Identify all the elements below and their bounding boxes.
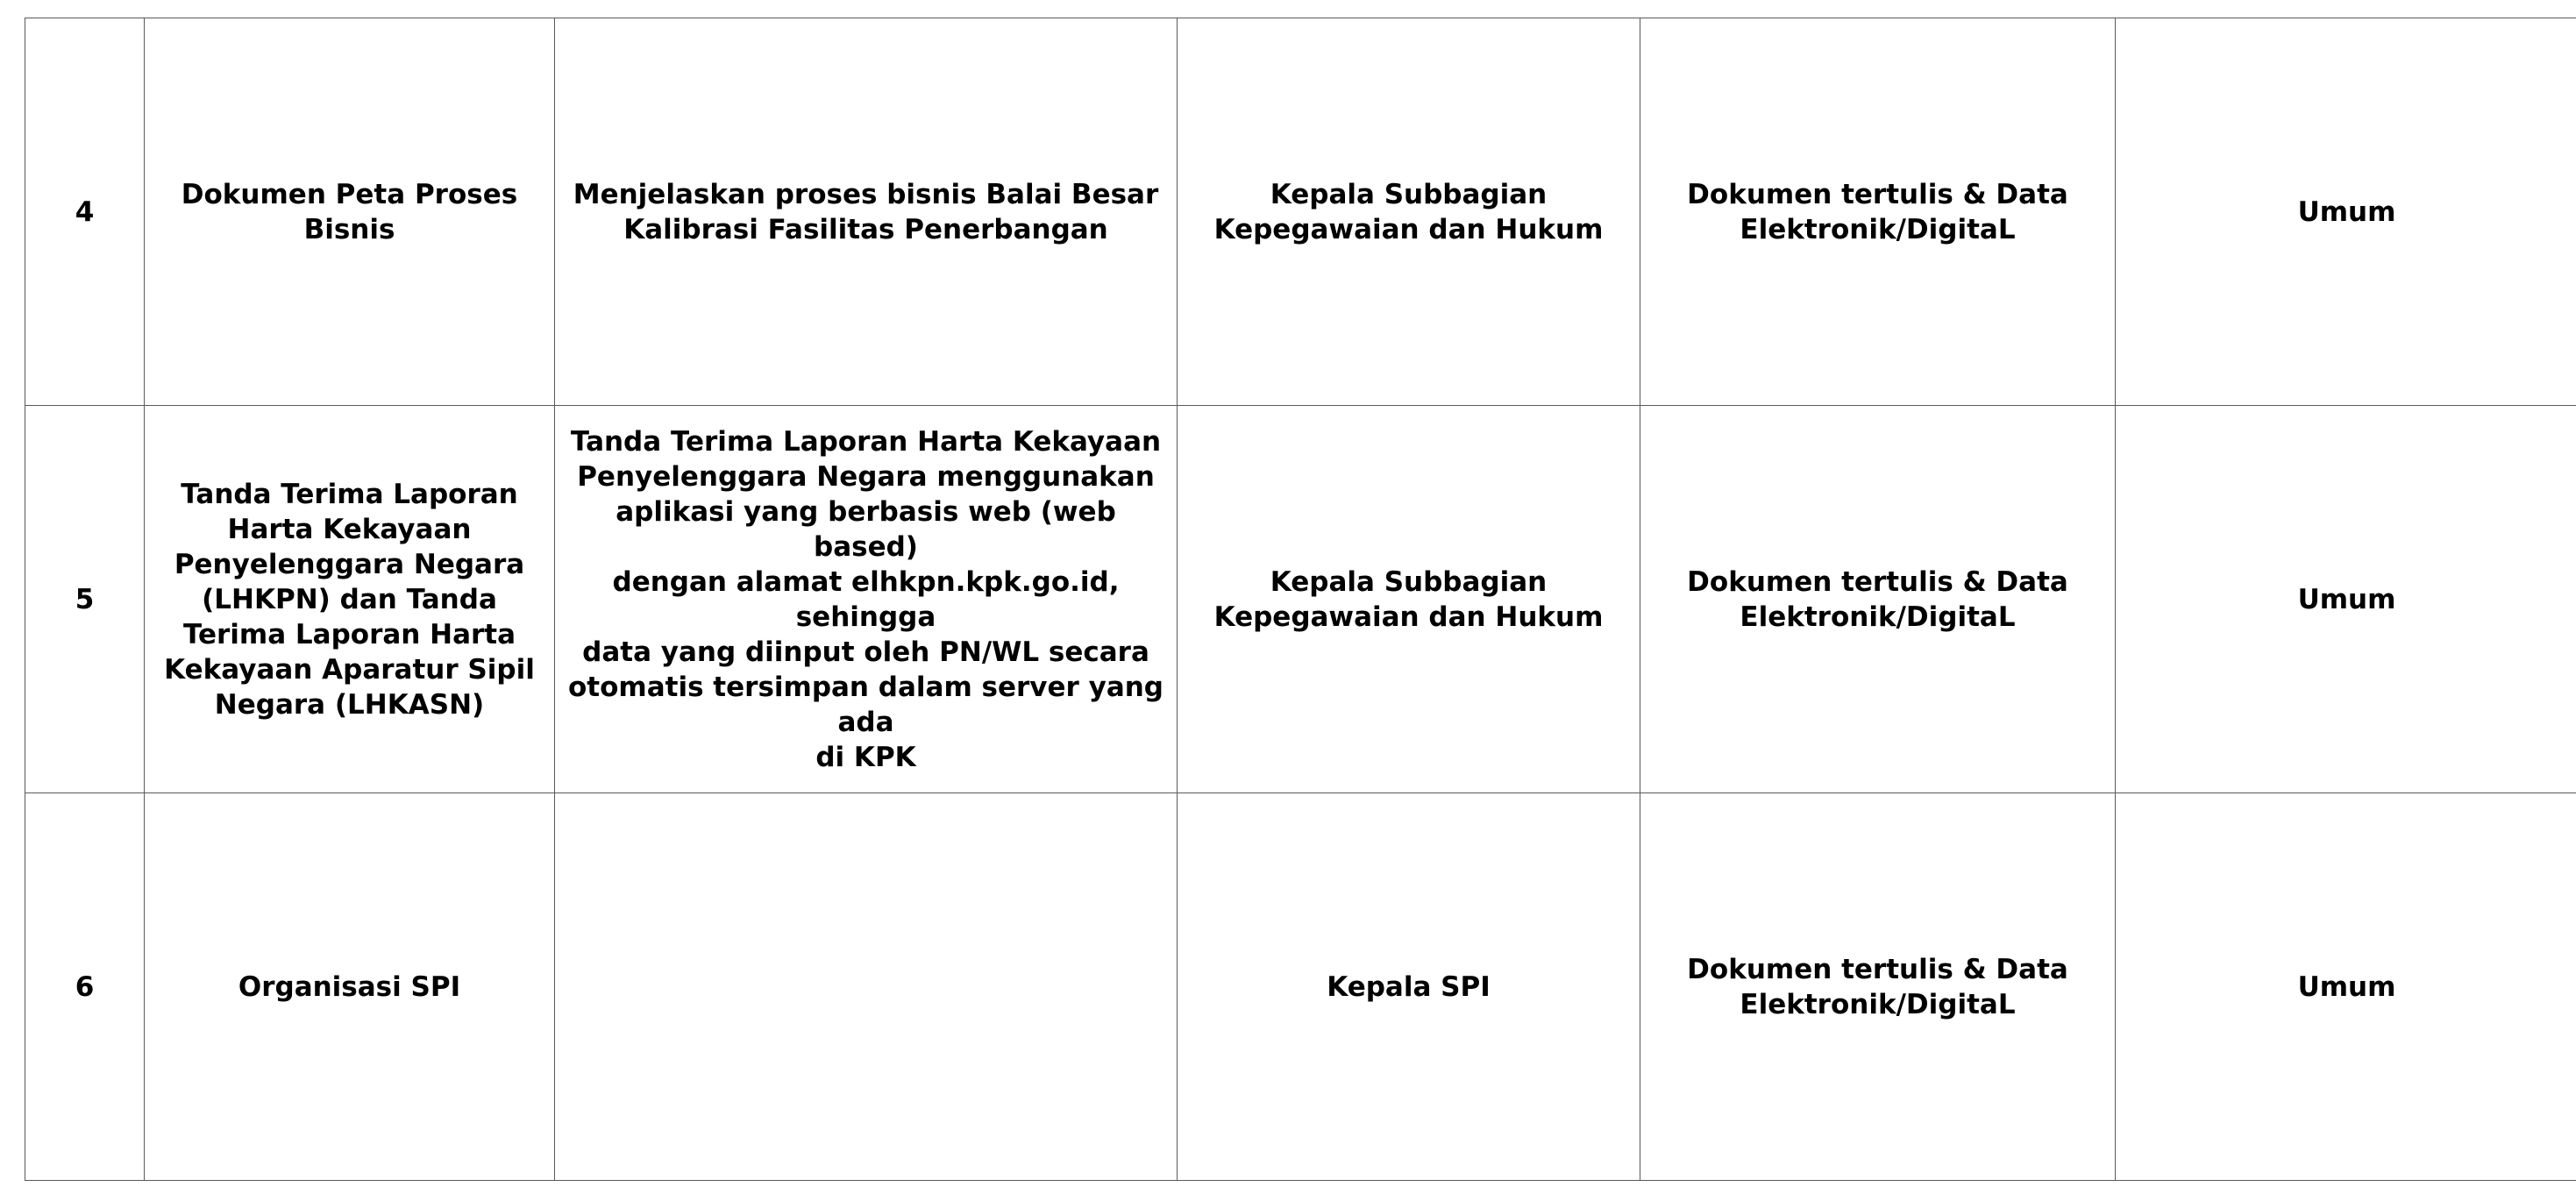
classification: Umum — [2297, 195, 2396, 228]
responsible-official: Kepala Subbagian Kepegawaian dan Hukum — [1213, 178, 1604, 245]
row-number-cell — [25, 406, 145, 793]
row-number-cell — [25, 793, 145, 1181]
document-format: Dokumen tertulis & Data Elektronik/DigitaL — [1687, 953, 2068, 1020]
document-format: Dokumen tertulis & Data Elektronik/DigitaL — [1687, 178, 2068, 245]
classification: Umum — [2297, 970, 2396, 1003]
classification: Umum — [2297, 583, 2396, 615]
responsible-cell — [1178, 793, 1640, 1181]
row-number: 4 — [75, 195, 95, 228]
description-cell — [555, 793, 1178, 1181]
responsible-official: Kepala SPI — [1327, 970, 1491, 1003]
description: Menjelaskan proses bisnis Balai Besar Kalibrasi Fasilitas Penerbangan — [573, 178, 1159, 245]
document-name-cell — [145, 406, 555, 793]
responsible-cell — [1178, 18, 1640, 406]
format-cell — [1640, 18, 2116, 406]
classification-cell — [2116, 18, 2576, 406]
document-name: Dokumen Peta Proses Bisnis — [181, 178, 518, 245]
format-cell — [1640, 406, 2116, 793]
document-name-cell — [145, 18, 555, 406]
responsible-official: Kepala Subbagian Kepegawaian dan Hukum — [1213, 565, 1604, 633]
document-table — [25, 18, 2576, 1181]
responsible-cell — [1178, 406, 1640, 793]
description: Tanda Terima Laporan Harta Kekayaan Penyelenggara Negara menggunakan aplikasi yang berbasis web (web based) dengan alamat elhkpn.kpk.go.id, sehingga data yang diinput oleh PN/WL secara otomatis tersimpan dalam server yang ada di KPK — [567, 425, 1164, 773]
row-number-cell — [25, 18, 145, 406]
document-name: Organisasi SPI — [238, 970, 461, 1003]
format-cell — [1640, 793, 2116, 1181]
row-number: 5 — [75, 583, 95, 615]
row-number: 6 — [75, 970, 95, 1003]
classification-cell — [2116, 406, 2576, 793]
classification-cell — [2116, 793, 2576, 1181]
table-row — [25, 793, 2576, 1181]
document-name-cell — [145, 793, 555, 1181]
description-cell — [555, 18, 1178, 406]
table-row — [25, 18, 2576, 406]
table-row — [25, 406, 2576, 793]
document-format: Dokumen tertulis & Data Elektronik/DigitaL — [1687, 565, 2068, 633]
document-name: Tanda Terima Laporan Harta Kekayaan Penyelenggara Negara (LHKPN) dan Tanda Terima Laporan Harta Kekayaan Aparatur Sipil Negara (LHKASN) — [164, 478, 535, 721]
description-cell — [555, 406, 1178, 793]
